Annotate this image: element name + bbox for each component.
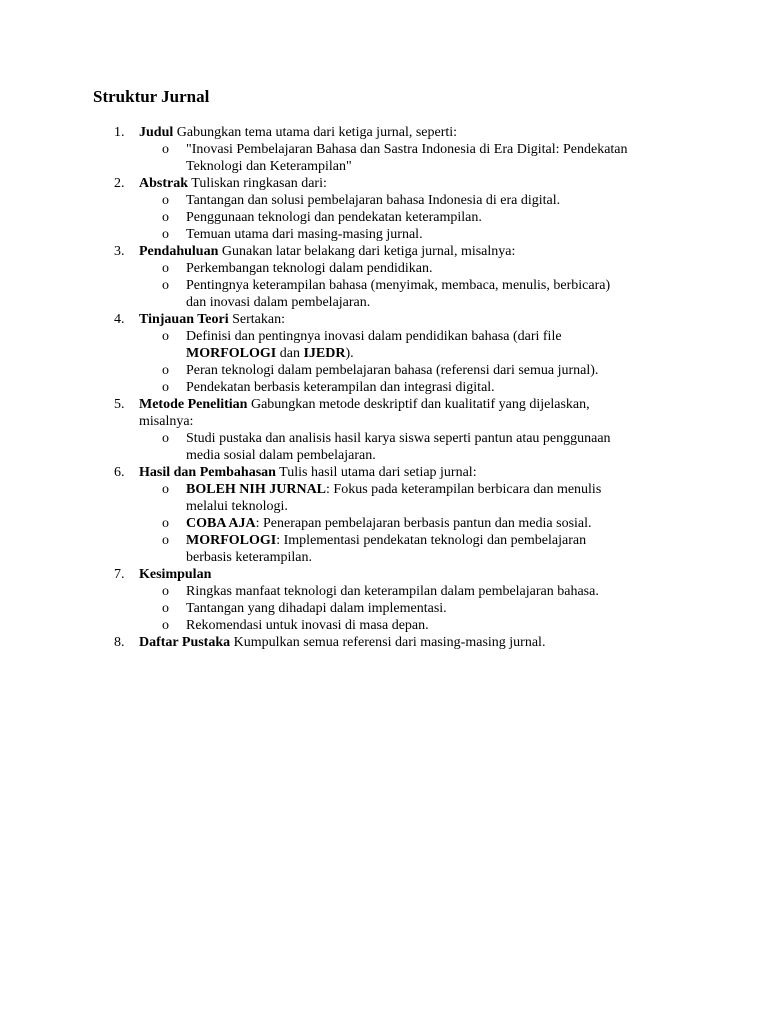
bullet-marker: o (162, 278, 169, 293)
sub-list (139, 583, 639, 634)
bullet-marker: o (162, 516, 169, 531)
sub-item-text: Penggunaan teknologi dan pendekatan keterampilan. (186, 210, 482, 225)
sub-list (139, 430, 639, 464)
item-heading: Metode Penelitian (139, 397, 248, 412)
item-description: Tulis hasil utama dari setiap jurnal: (275, 465, 477, 480)
sub-item-text: Tantangan yang dihadapi dalam implementasi. (186, 601, 447, 616)
bullet-marker: o (162, 363, 169, 378)
sub-item-text: dan (276, 346, 304, 361)
item-number: 5. (114, 397, 125, 412)
emphasis-text: MORFOLOGI (186, 346, 277, 361)
bullet-marker: o (162, 210, 169, 225)
item-number: 6. (114, 465, 125, 480)
list-item (0, 175, 639, 243)
sub-item-text: ). (345, 346, 354, 361)
bullet-marker: o (162, 329, 169, 344)
sub-list-item (139, 260, 628, 277)
item-heading: Judul (139, 125, 174, 140)
sub-list-item (139, 209, 628, 226)
sub-item-text: Peran teknologi dalam pembelajaran bahasa (referensi dari semua jurnal). (186, 363, 599, 378)
item-heading: Abstrak (139, 176, 189, 191)
sub-item-text: "Inovasi Pembelajaran Bahasa dan Sastra Indonesia di Era Digital: Pendekatan Teknologi dan Keterampilan" (186, 142, 628, 174)
sub-item-text: Tantangan dan solusi pembelajaran bahasa Indonesia di era digital. (186, 193, 561, 208)
sub-item-text: Temuan utama dari masing-masing jurnal. (186, 227, 423, 242)
bullet-marker: o (162, 227, 169, 242)
item-number: 1. (114, 125, 125, 140)
item-description: Tuliskan ringkasan dari: (188, 176, 327, 191)
emphasis-text: COBA AJA (186, 516, 256, 531)
sub-item-text: Definisi dan pentingnya inovasi dalam pendidikan bahasa (dari file (186, 329, 562, 344)
list-item (0, 634, 639, 651)
sub-item-text: Studi pustaka dan analisis hasil karya siswa seperti pantun atau penggunaan media sosial dalam pembelajaran. (186, 431, 611, 463)
sub-list-item (139, 328, 628, 362)
item-description: Gabungkan tema utama dari ketiga jurnal, seperti: (173, 125, 458, 140)
item-description: Gabungkan metode deskriptif dan kualitatif yang dijelaskan, misalnya: (139, 397, 590, 429)
sub-item-text: Rekomendasi untuk inovasi di masa depan. (186, 618, 429, 633)
list-item (0, 243, 639, 311)
item-heading: Hasil dan Pembahasan (139, 465, 276, 480)
sub-item-text: Pendekatan berbasis keterampilan dan integrasi digital. (186, 380, 495, 395)
item-heading: Kesimpulan (139, 567, 212, 582)
sub-list-item (139, 141, 628, 175)
bullet-marker: o (162, 601, 169, 616)
item-number: 7. (114, 567, 125, 582)
sub-list-item (139, 481, 628, 515)
bullet-marker: o (162, 584, 169, 599)
list-item (0, 396, 639, 464)
sub-list-item (139, 600, 628, 617)
sub-list-item (139, 617, 628, 634)
sub-item-text: Pentingnya keterampilan bahasa (menyimak, membaca, menulis, berbicara) dan inovasi dalam pembelajaran. (186, 278, 611, 310)
item-number: 3. (114, 244, 125, 259)
bullet-marker: o (162, 261, 169, 276)
sub-list-item (139, 277, 628, 311)
sub-list-item (139, 362, 628, 379)
page-title: Struktur Jurnal (93, 87, 210, 106)
item-description: Sertakan: (228, 312, 285, 327)
list-item (0, 311, 639, 396)
bullet-marker: o (162, 482, 169, 497)
sub-item-text: : Penerapan pembelajaran berbasis pantun dan media sosial. (255, 516, 592, 531)
sub-list (139, 481, 639, 566)
sub-list (139, 260, 639, 311)
bullet-marker: o (162, 142, 169, 157)
item-number: 2. (114, 176, 125, 191)
item-description: Kumpulkan semua referensi dari masing-masing jurnal. (230, 635, 546, 650)
bullet-marker: o (162, 193, 169, 208)
structure-list (0, 124, 768, 651)
item-number: 8. (114, 635, 125, 650)
sub-list-item (139, 515, 628, 532)
sub-list (139, 192, 639, 243)
sub-list-item (139, 532, 628, 566)
bullet-marker: o (162, 380, 169, 395)
sub-item-text: Ringkas manfaat teknologi dan keterampilan dalam pembelajaran bahasa. (186, 584, 599, 599)
sub-list-item (139, 583, 628, 600)
item-description: Gunakan latar belakang dari ketiga jurnal, misalnya: (218, 244, 516, 259)
bullet-marker: o (162, 431, 169, 446)
sub-list-item (139, 226, 628, 243)
sub-list (139, 328, 639, 396)
list-item (0, 464, 639, 566)
item-heading: Tinjauan Teori (139, 312, 229, 327)
sub-item-text: Perkembangan teknologi dalam pendidikan. (186, 261, 433, 276)
sub-list-item (139, 192, 628, 209)
sub-item-text: : Fokus pada keterampilan berbicara dan menulis melalui teknologi. (186, 482, 602, 514)
item-heading: Daftar Pustaka (139, 635, 231, 650)
sub-list (139, 141, 639, 175)
list-item (0, 124, 639, 175)
emphasis-text: MORFOLOGI (186, 533, 277, 548)
item-heading: Pendahuluan (139, 244, 219, 259)
sub-item-text: : Implementasi pendekatan teknologi dan pembelajaran berbasis keterampilan. (186, 533, 587, 565)
emphasis-text: IJEDR (303, 346, 346, 361)
bullet-marker: o (162, 533, 169, 548)
sub-list-item (139, 379, 628, 396)
emphasis-text: BOLEH NIH JURNAL (186, 482, 327, 497)
sub-list-item (139, 430, 628, 464)
list-item (0, 566, 639, 634)
item-number: 4. (114, 312, 125, 327)
bullet-marker: o (162, 618, 169, 633)
